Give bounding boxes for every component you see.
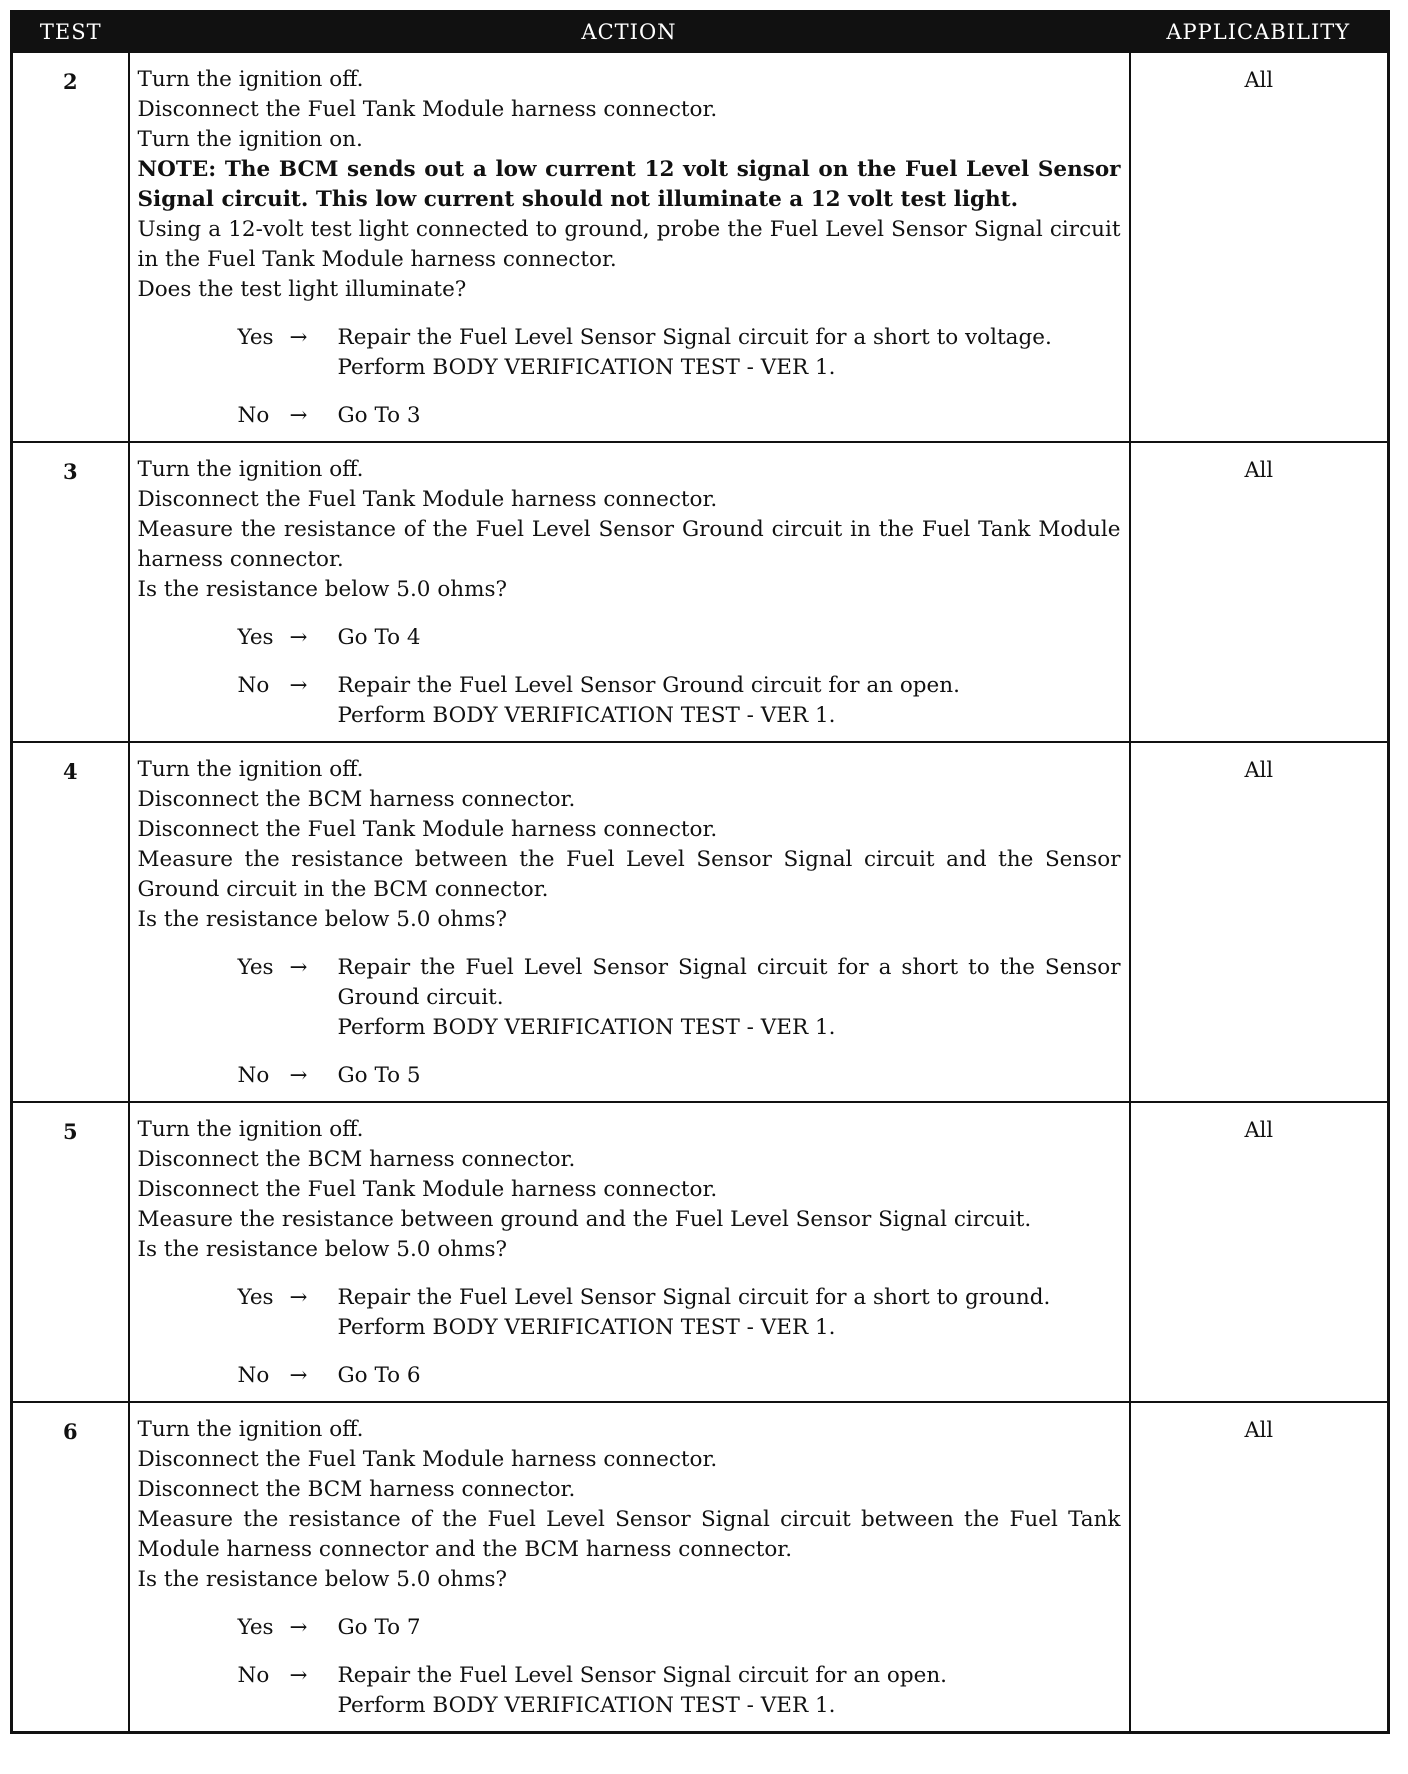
action-step: Turn the ignition off. xyxy=(137,457,364,482)
action-cell xyxy=(129,1102,1130,1402)
no-outcome xyxy=(138,671,1121,731)
header-action: ACTION xyxy=(129,12,1130,53)
result-line: Perform BODY VERIFICATION TEST - VER 1. xyxy=(337,355,836,380)
arrow-icon: → xyxy=(289,1063,308,1088)
test-number: 5 xyxy=(12,1102,129,1402)
yes-outcome-result xyxy=(338,323,1121,383)
table-row xyxy=(12,52,1389,442)
result-line: Perform BODY VERIFICATION TEST - VER 1. xyxy=(337,703,836,728)
no-outcome xyxy=(138,1661,1121,1721)
no-outcome-result xyxy=(338,1361,1121,1391)
result-line: Go To 6 xyxy=(337,1363,421,1388)
action-step: Disconnect the Fuel Tank Module harness connector. xyxy=(137,487,718,512)
action-step: Is the resistance below 5.0 ohms? xyxy=(137,907,508,932)
action-step: Is the resistance below 5.0 ohms? xyxy=(137,1567,508,1592)
action-step: Does the test light illuminate? xyxy=(137,277,467,302)
no-outcome-result xyxy=(338,671,1121,731)
table-row xyxy=(12,1402,1389,1733)
action-step: Turn the ignition off. xyxy=(137,757,364,782)
arrow-icon: → xyxy=(289,1285,308,1310)
yes-outcome-label: Yes xyxy=(237,625,274,650)
no-outcome-result xyxy=(338,1061,1121,1091)
result-line: Repair the Fuel Level Sensor Signal circuit for a short to the Sensor Ground circuit. xyxy=(337,955,1121,1010)
result-line: Repair the Fuel Level Sensor Signal circuit for a short to voltage. xyxy=(337,325,1052,350)
table-row xyxy=(12,442,1389,742)
action-step: Measure the resistance of the Fuel Level Sensor Ground circuit in the Fuel Tank Module harness connector. xyxy=(137,517,1121,572)
yes-outcome-result xyxy=(338,1283,1121,1343)
result-line: Repair the Fuel Level Sensor Signal circuit for a short to ground. xyxy=(337,1285,1051,1310)
action-step: Is the resistance below 5.0 ohms? xyxy=(137,577,508,602)
applicability-cell: All xyxy=(1130,742,1389,1102)
yes-outcome xyxy=(138,953,1121,1043)
no-outcome-label: No xyxy=(237,673,270,698)
no-outcome xyxy=(138,1061,1121,1091)
table-row xyxy=(12,1102,1389,1402)
arrow-icon: → xyxy=(289,673,308,698)
action-cell xyxy=(129,742,1130,1102)
action-cell xyxy=(129,1402,1130,1733)
action-step: Turn the ignition off. xyxy=(137,1117,364,1142)
yes-outcome-label: Yes xyxy=(237,1285,274,1310)
result-line: Go To 5 xyxy=(337,1063,421,1088)
arrow-icon: → xyxy=(289,1363,308,1388)
action-step: Disconnect the Fuel Tank Module harness connector. xyxy=(137,1177,718,1202)
result-line: Repair the Fuel Level Sensor Signal circuit for an open. xyxy=(337,1663,947,1688)
action-step: Disconnect the Fuel Tank Module harness connector. xyxy=(137,97,718,122)
yes-outcome-label: Yes xyxy=(237,325,274,350)
arrow-icon: → xyxy=(289,403,308,428)
test-number: 4 xyxy=(12,742,129,1102)
no-outcome-result xyxy=(338,1661,1121,1721)
no-outcome xyxy=(138,1361,1121,1391)
result-line: Go To 7 xyxy=(337,1615,421,1640)
table-header xyxy=(12,12,1389,53)
diagnostic-table xyxy=(10,10,1390,1734)
action-step: Disconnect the Fuel Tank Module harness connector. xyxy=(137,817,718,842)
action-step: Using a 12-volt test light connected to ground, probe the Fuel Level Sensor Signal circuit in the Fuel Tank Module harness connector. xyxy=(137,217,1121,272)
yes-outcome-result xyxy=(338,623,1121,653)
action-step: Disconnect the Fuel Tank Module harness connector. xyxy=(137,1447,718,1472)
no-outcome-label: No xyxy=(237,1363,270,1388)
action-step: Measure the resistance of the Fuel Level Sensor Signal circuit between the Fuel Tank Module harness connector and the BCM harness connector. xyxy=(137,1507,1121,1562)
test-number: 3 xyxy=(12,442,129,742)
header-applicability: APPLICABILITY xyxy=(1130,12,1389,53)
yes-outcome-label: Yes xyxy=(237,955,274,980)
no-outcome-result xyxy=(338,401,1121,431)
test-number: 6 xyxy=(12,1402,129,1733)
applicability-cell: All xyxy=(1130,1402,1389,1733)
action-step: Disconnect the BCM harness connector. xyxy=(137,1147,576,1172)
arrow-icon: → xyxy=(289,1615,308,1640)
no-outcome-label: No xyxy=(237,1663,270,1688)
applicability-cell: All xyxy=(1130,1102,1389,1402)
result-line: Perform BODY VERIFICATION TEST - VER 1. xyxy=(337,1315,836,1340)
yes-outcome-label: Yes xyxy=(237,1615,274,1640)
action-step: Measure the resistance between the Fuel Level Sensor Signal circuit and the Sensor Ground circuit in the BCM connector. xyxy=(137,847,1121,902)
no-outcome-label: No xyxy=(237,403,270,428)
yes-outcome xyxy=(138,623,1121,653)
action-step: Disconnect the BCM harness connector. xyxy=(137,787,576,812)
applicability-cell: All xyxy=(1130,52,1389,442)
header-test: TEST xyxy=(12,12,129,53)
action-cell xyxy=(129,442,1130,742)
arrow-icon: → xyxy=(289,325,308,350)
action-step: Turn the ignition on. xyxy=(137,127,363,152)
note-text: NOTE: The BCM sends out a low current 12 volt signal on the Fuel Level Sensor Signal circuit. This low current should not illuminate a 12 volt test light. xyxy=(137,157,1121,212)
diagnostic-test-document xyxy=(10,10,1387,1734)
arrow-icon: → xyxy=(289,1663,308,1688)
table-body xyxy=(12,52,1389,1733)
action-step: Turn the ignition off. xyxy=(137,67,364,92)
table-row xyxy=(12,742,1389,1102)
action-step: Is the resistance below 5.0 ohms? xyxy=(137,1237,508,1262)
result-line: Go To 4 xyxy=(337,625,421,650)
yes-outcome-result xyxy=(338,953,1121,1043)
result-line: Perform BODY VERIFICATION TEST - VER 1. xyxy=(337,1015,836,1040)
yes-outcome xyxy=(138,1283,1121,1343)
arrow-icon: → xyxy=(289,625,308,650)
result-line: Repair the Fuel Level Sensor Ground circuit for an open. xyxy=(337,673,960,698)
action-cell xyxy=(129,52,1130,442)
result-line: Perform BODY VERIFICATION TEST - VER 1. xyxy=(337,1693,836,1718)
result-line: Go To 3 xyxy=(337,403,421,428)
action-step: Measure the resistance between ground and the Fuel Level Sensor Signal circuit. xyxy=(137,1207,1032,1232)
yes-outcome xyxy=(138,1613,1121,1643)
action-step: Disconnect the BCM harness connector. xyxy=(137,1477,576,1502)
applicability-cell: All xyxy=(1130,442,1389,742)
no-outcome xyxy=(138,401,1121,431)
yes-outcome xyxy=(138,323,1121,383)
action-step: Turn the ignition off. xyxy=(137,1417,364,1442)
arrow-icon: → xyxy=(289,955,308,980)
yes-outcome-result xyxy=(338,1613,1121,1643)
test-number: 2 xyxy=(12,52,129,442)
no-outcome-label: No xyxy=(237,1063,270,1088)
